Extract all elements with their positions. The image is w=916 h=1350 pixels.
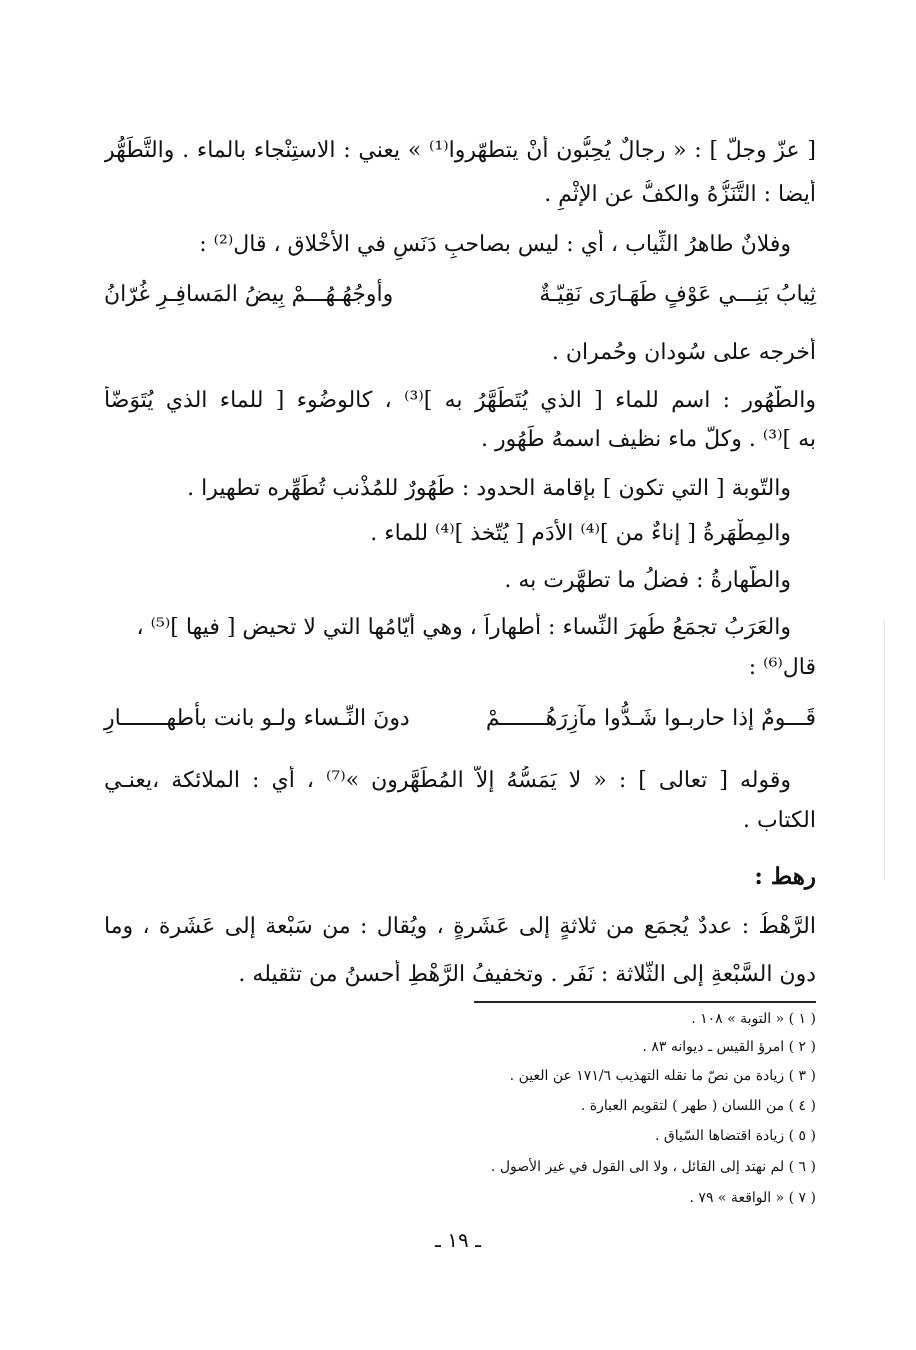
body-line-3: وفلانٌ طاهرُ الثِّياب ، أي : ليس بصاحبِ دَنَسٍ في الأخْلاق ، قال⁽²⁾ : [199, 232, 791, 257]
footnote-3: ( ٣ ) زيادة من نصّ ما نقله التهذيب ١٧١/٦ عن العين . [509, 1068, 816, 1084]
body-line-6: به ]⁽³⁾ . وكلّ ماء نظيف اسمهُ طَهُور . [481, 427, 816, 452]
body-line-12: وقوله [ تعالى ] : « لا يَمَسُّهُ إلاّ المُطَهَّرون »⁽⁷⁾ ، أي : الملائكة ،يعنـي [104, 768, 791, 793]
body-line-13: الكتاب . [742, 808, 816, 833]
body-line-9: والطَّهارةُ : فضلُ ما تطهَّرت به . [504, 568, 791, 593]
body-line-7: والتّوبة [ التي تكون ] بإقامة الحدود : طَهُورٌ للمُذْنب تُطَهِّره تطهيرا . [187, 476, 791, 501]
entry-heading: رهط : [754, 863, 816, 890]
poem-verse-1-second-hemistich: وأوجُهُـهُـــمْ بِيضُ المَسافِـرِ غُرّانُ [104, 282, 394, 307]
poem-verse-2 [104, 702, 816, 736]
body-line-1: [ عزّ وجلّ ] : « رجالٌ يُحِبُّون أنْ يتطهّروا⁽¹⁾ » يعني : الاستِنْجاء بالماء . والتَّطَهُّر [104, 138, 816, 163]
body-line-5: والطَّهُور : اسم للماء [ الذي يُتَطَهَّرُ به ]⁽³⁾ ، كالوضُوء [ للماء الذي يُتَوَضّأُ [104, 388, 816, 413]
footnote-1: ( ١ ) « التوبة » ١٠٨ . [691, 1011, 816, 1027]
body-line-4: أخرجه على سُودان وحُمران . [551, 340, 816, 365]
body-line-2: أيضا : التَّنَزُّهُ والكفُّ عن الإثْمِ . [544, 182, 816, 207]
footnote-7: ( ٧ ) « الواقعة » ٧٩ . [689, 1190, 816, 1206]
margin-scan-line [884, 620, 885, 880]
page-number: ـ ١٩ ـ [435, 1228, 481, 1252]
body-line-11: قال⁽⁶⁾ : [748, 655, 816, 680]
footnote-6: ( ٦ ) لم نهتد إلى القائل ، ولا الى القول في غير الأصول . [490, 1159, 816, 1175]
body-line-14: الرَّهْطُ : عددٌ يُجمَع من ثلاثةٍ إلى عَشَرةٍ ، ويُقال : من سَبْعة إلى عَشَرة ، وما [104, 914, 816, 939]
poem-verse-1-first-hemistich: ثِيابُ بَنِـــي عَوْفٍ طَهَـارَى نَقِيّـةٌ [539, 282, 816, 307]
footnote-5: ( ٥ ) زيادة اقتضاها السّياق . [655, 1128, 816, 1144]
poem-verse-1 [104, 278, 816, 312]
footnote-2: ( ٢ ) امرؤ القيس ـ ديوانه ٨٣ . [642, 1039, 816, 1055]
body-line-8: والمِطْهَرةُ [ إناءٌ من ]⁽⁴⁾ الأَدَم [ يُتّخذ ]⁽⁴⁾ للماء . [370, 521, 791, 546]
body-line-10: والعَرَبُ تجمَعُ طُهرَ النِّساء : أطهاراً ، وهي أيّامُها التي لا تحيض [ فيها ]⁽⁵⁾ ، [136, 615, 791, 640]
poem-verse-2-second-hemistich: دونَ النِّـساء ولـو بانت بأطهـــــــارِ [104, 706, 410, 731]
poem-verse-2-first-hemistich: قَـــومٌ إذا حاربـوا شَـدُّوا مآزِرَهُـــــــمْ [485, 706, 816, 731]
body-line-15: دون السَّبْعةِ إلى الثّلاثة : نَفَر . وتخفيفُ الرَّهْطِ أحسنُ من تثقيله . [238, 962, 816, 987]
footnote-separator [474, 1001, 816, 1003]
footnote-4: ( ٤ ) من اللسان ( طهر ) لتقويم العبارة . [580, 1098, 816, 1114]
